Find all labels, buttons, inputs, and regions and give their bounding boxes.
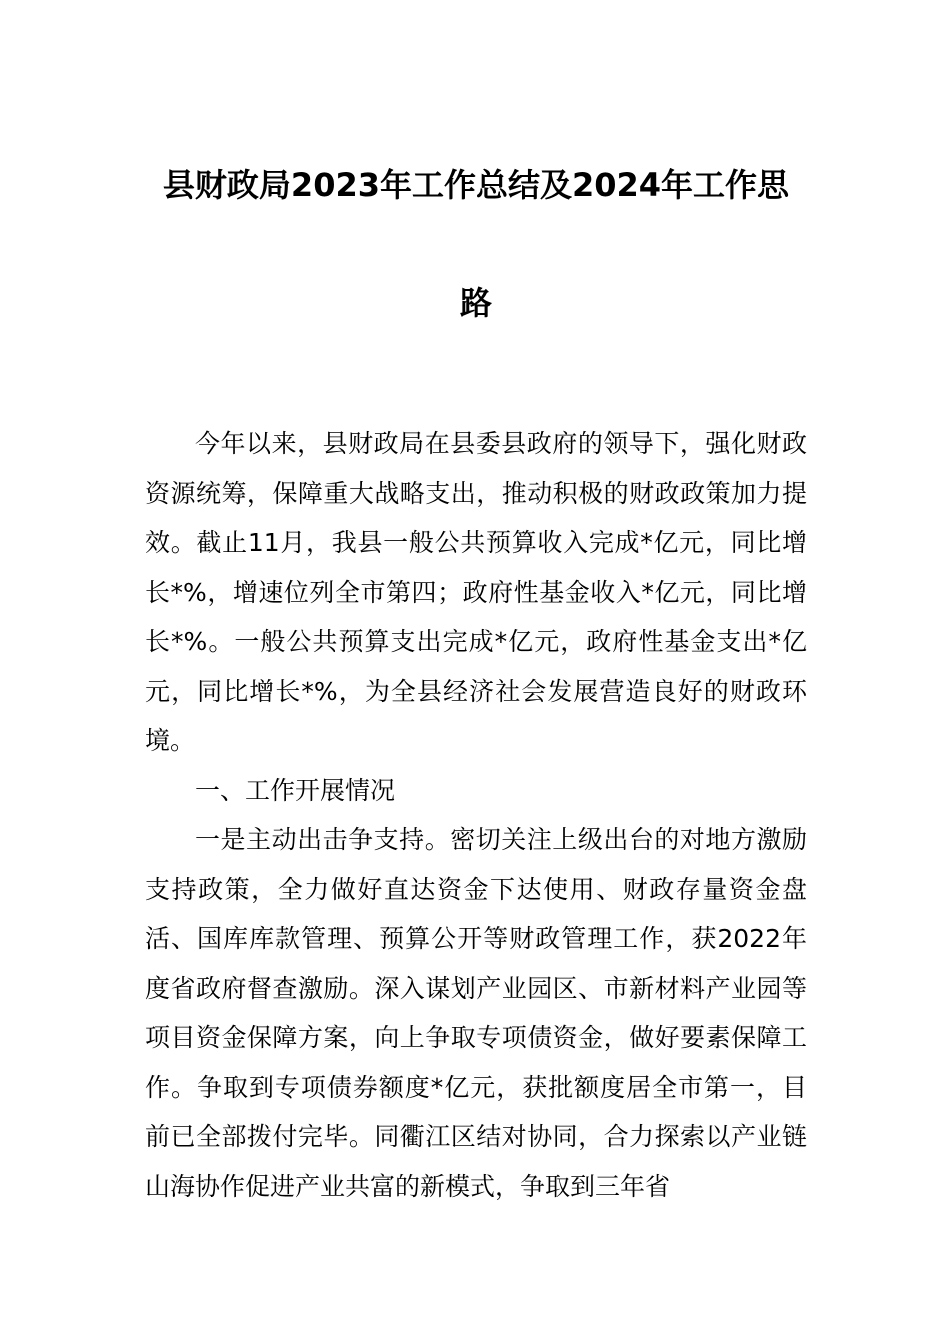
document-body: [145, 419, 807, 1211]
section-heading: 一、工作开展情况: [195, 775, 396, 805]
document-title-line-2: 路: [459, 284, 492, 322]
intro-paragraph: 今年以来，县财政局在县委县政府的领导下，强化财政资源统筹，保障重大战略支出，推动积极的财政政策加力提效。截止11月，我县一般公共预算收入完成*亿元，同比增长*%，增速位列全市第四；政府性基金收入*亿元，同比增长*%。一般公共预算支出完成*亿元，政府性基金支出*亿元，同比增长*%，为全县经济社会发展营造良好的财政环境。: [145, 429, 807, 755]
document-title-line-1: 县财政局2023年工作总结及2024年工作思: [162, 166, 790, 204]
work-paragraph-1: 一是主动出击争支持。密切关注上级出台的对地方激励支持政策，全力做好直达资金下达使用、财政存量资金盘活、国库库款管理、预算公开等财政管理工作，获2022年度省政府督查激励。深入谋划产业园区、市新材料产业园等项目资金保障方案，向上争取专项债资金，做好要素保障工作。争取到专项债券额度*亿元，获批额度居全市第一，目前已全部拨付完毕。同衢江区结对协同，合力探索以产业链山海协作促进产业共富的新模式，争取到三年省: [145, 825, 807, 1201]
